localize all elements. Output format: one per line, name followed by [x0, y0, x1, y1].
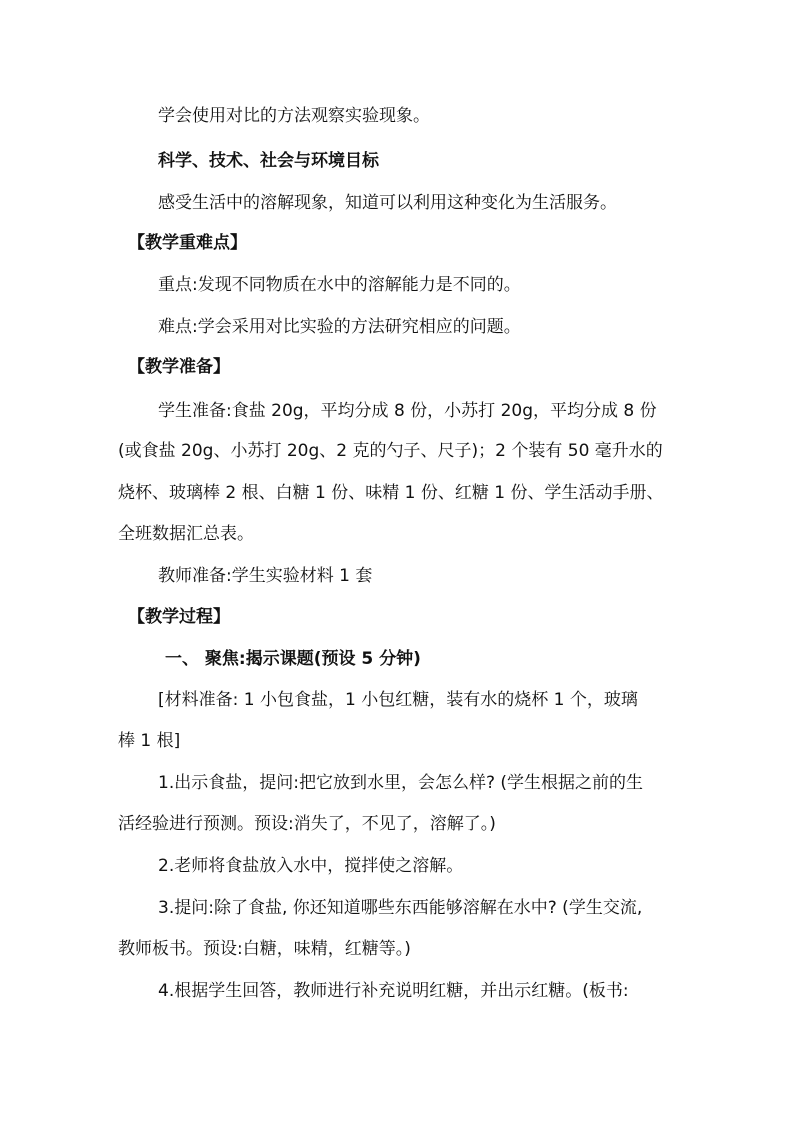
section-heading: 一、 聚焦:揭示课题(预设 5 分钟): [165, 649, 421, 669]
text-line: 活经验进行预测。预设:消失了，不见了，溶解了。): [118, 814, 496, 834]
section-heading: 【教学过程】: [128, 607, 230, 627]
text-line: 全班数据汇总表。: [118, 524, 254, 544]
text-line: 4.根据学生回答，教师进行补充说明红糖，并出示红糖。(板书:: [158, 981, 629, 1001]
section-heading: 【教学准备】: [128, 357, 230, 377]
text-line: 重点:发现不同物质在水中的溶解能力是不同的。: [158, 275, 521, 295]
section-heading: 【教学重难点】: [128, 233, 247, 253]
text-line: 难点:学会采用对比实验的方法研究相应的问题。: [158, 317, 521, 337]
text-line: 棒 1 根]: [118, 731, 181, 751]
text-line: 3.提问:除了食盐, 你还知道哪些东西能够溶解在水中? (学生交流,: [158, 898, 643, 918]
text-line: 学生准备:食盐 20g，平均分成 8 份，小苏打 20g，平均分成 8 份: [158, 401, 657, 421]
text-line: 感受生活中的溶解现象，知道可以利用这种变化为生活服务。: [158, 193, 617, 213]
text-line: [材料准备: 1 小包食盐，1 小包红糖，装有水的烧杯 1 个，玻璃: [158, 690, 638, 710]
text-line: 学会使用对比的方法观察实验现象。: [158, 106, 430, 126]
section-heading: 科学、技术、社会与环境目标: [158, 151, 379, 171]
text-line: 1.出示食盐，提问:把它放到水里，会怎么样? (学生根据之前的生: [158, 773, 644, 793]
text-line: 教师准备:学生实验材料 1 套: [158, 566, 373, 586]
text-line: 教师板书。预设:白糖，味精，红糖等。): [118, 939, 411, 959]
text-line: 2.老师将食盐放入水中，搅拌使之溶解。: [158, 856, 464, 876]
text-line: (或食盐 20g、小苏打 20g、2 克的勺子、尺子)；2 个装有 50 毫升水的: [118, 441, 663, 461]
text-line: 烧杯、玻璃棒 2 根、白糖 1 份、味精 1 份、红糖 1 份、学生活动手册、: [118, 483, 664, 503]
